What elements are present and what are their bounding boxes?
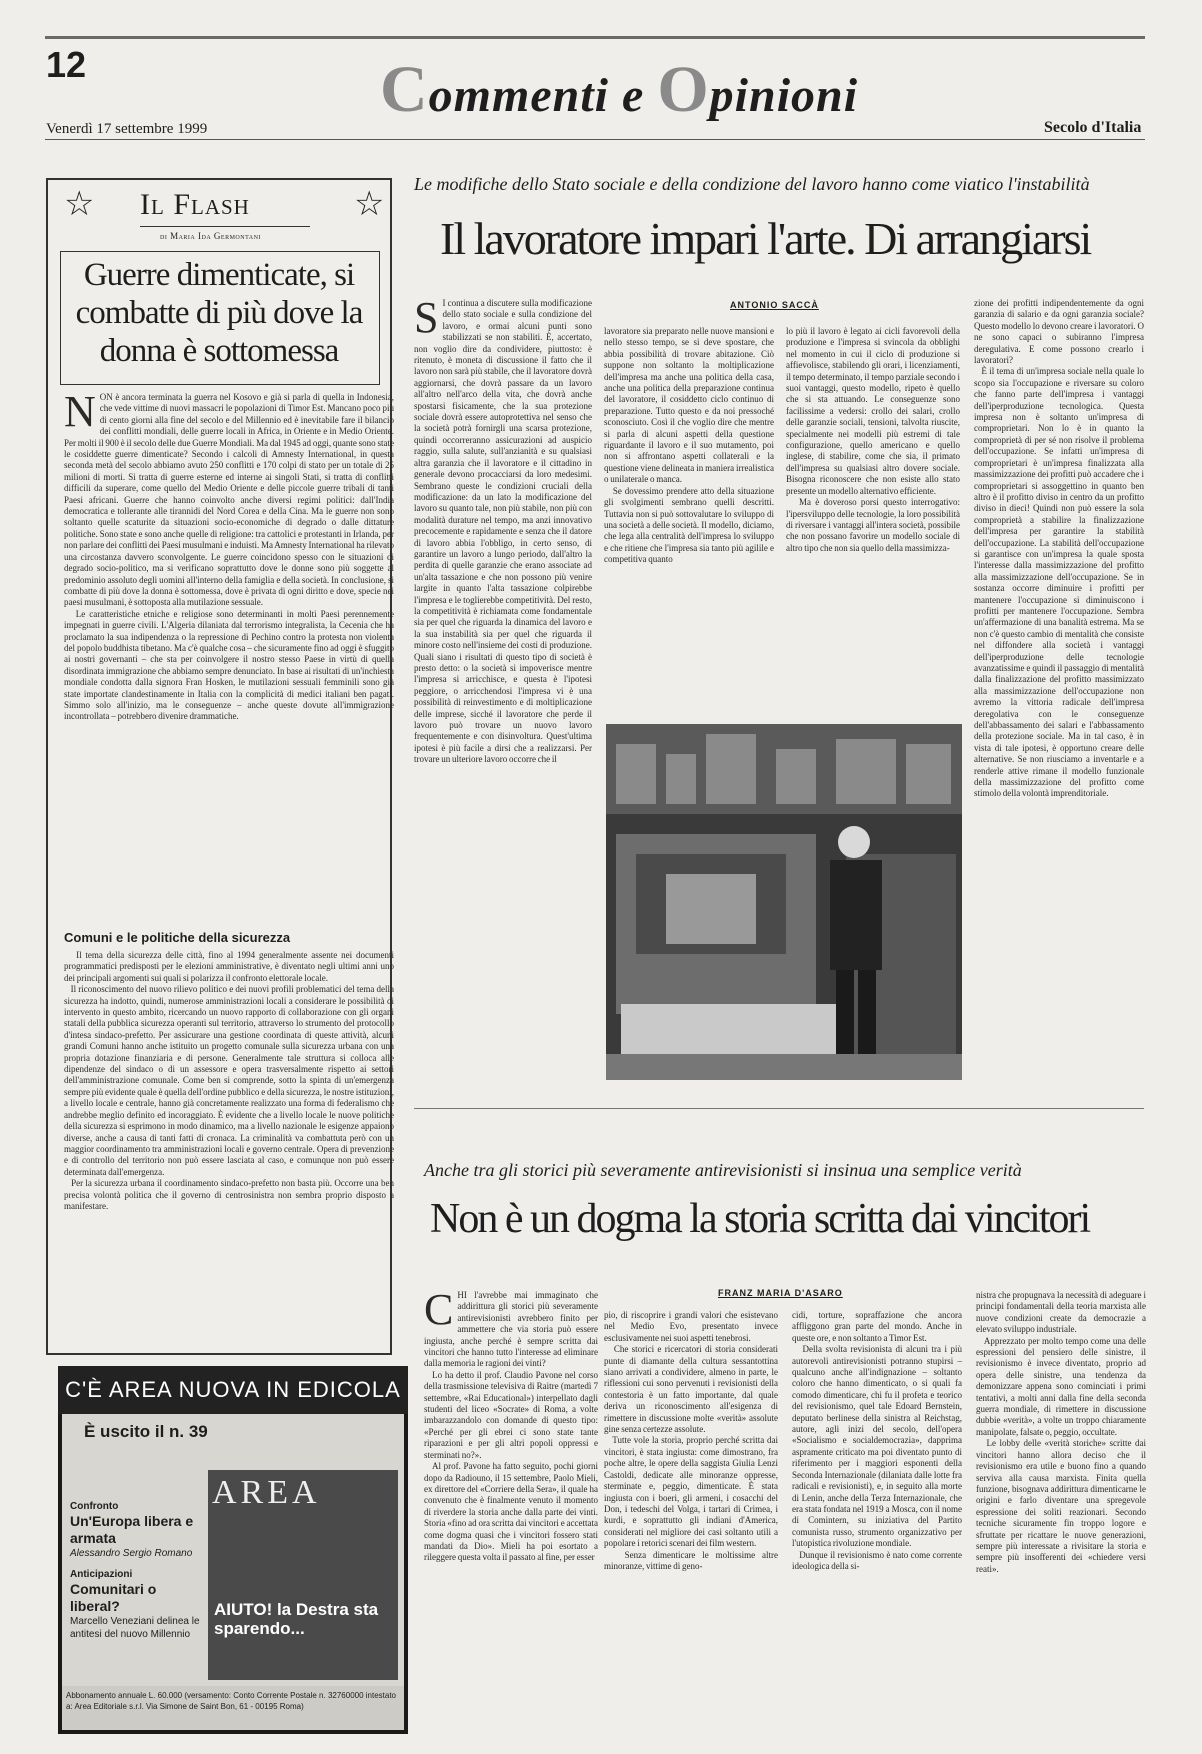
article2-byline: FRANZ MARIA D'ASARO <box>718 1288 843 1298</box>
top-rule <box>45 36 1145 39</box>
article2-col2: pio, di riscoprire i grandi valori che esistevano nel Medio Evo, presentato invece esclusivamente nei suoi aspetti tenebrosi. Che storici e ricercatori di storia considerati punte di diamante della cultura sessantottina siano arrivati a condividere, almeno in parte, le riflessioni cui sono pervenuti i revisionisti della contestoria è un fatto importante, dal quale deriva un riconoscimento all'esigenza di rimettere in discussione molte «verità» assolute gine senza certezze assolute. Tutte vole la storia, proprio perché scritta dai vincitori, è stata ingiusta: come dimostrano, fra poche altre, le opere della saggista Giulia Lenzi Castoldi, dedicate alle minoranze oppresse, sterminate e, peggio, dimenticate. È stata ingiusta con i boeri, gli armeni, i cosacchi del Don, i tedeschi del Volga, i tartari di Crimea, i kurdi, e soprattutto gli indiani d'America, considerati nel migliore dei casi soltanto utili a popolare i retorici scenari dei film western. Senza dimenticare le moltissime altre minoranze, vittime di geno- <box>604 1310 779 1571</box>
section-title: Commenti e Opinioni <box>380 53 859 126</box>
article2-col1: CHI l'avrebbe mai immaginato che addirittura gli storici più severamente antirevisionisti avrebbero finito per ammettere che via storia può essere ingiusta, anche perché è sempre scritta dai vincitori che hanno tutto l'interesse ad eliminare dalla memoria le ragioni dei vinti? Lo ha detto il prof. Claudio Pavone nel corso della trasmissione televisiva di Raitre (martedì 7 settembre, «Rai Educational») interpellato dagli studenti del liceo «Socrate» di Roma, a volte imbarazzandolo con domande di questo tipo: «Perché per gli ebrei ci sono state tante riparazioni e per gli altri popoli oppressi e sterminati no?». Al prof. Pavone ha fatto seguito, pochi giorni dopo da Radiouno, il 15 settembre, Paolo Mieli, ex direttore del «Corriere della Sera», il quale ha convenuto che è finalmente venuto il momento di riverdere la storia anche dalla parte dei vinti. Storia «fino ad ora scritta dai vincitori e accettata come dogma quasi che i vincitori fossero stati mandati da Dio». Mieli ha poi esortato a rileggere questa volta il passato al fine, per esser <box>424 1285 599 1563</box>
flash-subhead: Comuni e le politiche della sicurezza <box>64 930 291 945</box>
page-number: 12 <box>46 44 87 85</box>
flash-body-2: Il tema della sicurezza delle città, fino al 1994 generalmente assente nei documenti programmatici predisposti per le elezioni amministrative, è diventato negli ultimi anni uno dei principali argomenti sui quali si polarizza il confronto elettorale locale. Il riconoscimento del nuovo rilievo politico e dei nuovi profili problematici del tema della sicurezza ha indotto, quindi, numerose amministrazioni locali a considerare le possibilità di intervento in questo ambito, ricercando un nuovo rapporto di collaborazione con gli organi statali della pubblica sicurezza operanti sul territorio, attraverso lo strumento del protocollo d'intesa sindaco-prefetto. Per assicurare una gestione coordinata di queste attività, alcuni grandi Comuni hanno anche istituito un progetto comunale sulla sicurezza urbana con una propria dotazione finanziaria e di persone. Generalmente tale struttura si colloca alle dipendenze del sindaco o di un assessore e opera trasversalmente rispetto ai settori dell'amministrazione comunale. Come ben si comprende, sotto la spinta di un'emergenza sempre più evidente quale è quella dell'ordine pubblico e della sicurezza, le nostre istituzioni, a livello locale e centrale, hanno già concretamente realizzato una forma di federalismo che andrebbe meglio definito ed incoraggiato. È evidente che a livello locale le nuove politiche della sicurezza si esprimono in modo dinamico, ma a livello nazionale le esigenze appaiono diverse, anche a causa di tanti fatti di cronaca. La criminalità va combattuta però con un maggior coordinamento tra amministrazioni locali e governo centrale. Opera di prevenzione e di controllo del territorio non può essere lasciata al caso, e comunque non può essere determinata dall'emergenza. Per la sicurezza urbana il coordinamento sindaco-prefetto non basta più. Occorre una ben precisa volontà politica che il governo di centrosinistra non sembra proprio disposto a manifestare. <box>64 950 394 1211</box>
article1-kicker: Le modifiche dello Stato sociale e della condizione del lavoro hanno come viatico l'instabilità <box>414 174 1090 194</box>
drop-cap: N <box>64 387 96 436</box>
article2-kicker: Anche tra gli storici più severamente antirevisionisti si insinua una semplice verità <box>424 1160 1022 1180</box>
article2-col3: cidi, torture, sopraffazione che ancora affliggono gran parte del mondo. Anche in queste ore, e non soltanto a Timor Est. Della svolta revisionista di alcuni tra i più autorevoli antirevisionisti potranno stupirsi – qualcuno anche all'indignazione – soltanto coloro che hanno dimenticato, o si quali fa comodo dimenticare, chi fu il profeta e teorico del revisionismo, quel tale Edoard Bernstein, deputato berlinese della sinistra al Reichstag, autore, agli inizi del secolo, dell'opera «Socialismo e socialdemocrazia», dapprima aspramente criticato ma poi diventato punto di riferimento per i maggiori esponenti della Seconda Internazionale (dilaniata dalle lotte fra radicali e revisionisti), e, in seguito alla morte di Lenin, anche della Terza Internazionale, che era stata fondata nel 1919 a Mosca, con il nome di Comintern, su iniziativa del Partito comunista russo, strumento organizzativo per l'utopistica rivoluzione mondiale. Dunque il revisionismo è nato come corrente ideologica della si- <box>792 1310 963 1571</box>
article1-col1: S I continua a discutere sulla modificazione dello stato sociale e sulla condizione del lavoro, e ormai alcuni punti sono stabilizzati se non stabiliti. È, accertato, non voglio dire da condividere, piuttosto: è ritenuto, è moneta di discussione il fatto che il lavoro non sarà più stabile, che il lavoratore dovrà aggiornarsi, che dovrà passare da un lavoro all'altro nell'arco della vita, che dovrà anche spostarsi fisicamente, che la sua protezione sociale dovrà essere autoprotettiva nel senso che la società potrà fornirgli una scarsa protezione, quindi occorreranno assicurazioni ad auspicio raggio, sulla salute, sull'anzianità e su qualsiasi altra garanzia che il lavoratore e il cittadino in generale devono procacciarsi da loro medesimi. Sembrano queste le condizioni cruciali della modificazione: da un lato la modificazione del lavoro su quanto tale, non più stabile, non più con modalità durature nel tempo, ma anzi innovativo precocemente e rapidamente e senza che il datore di lavoro abbia l'obbligo, in certo senso, di garantire un lavoro a lungo periodo, dall'altro la perdita di quelle garanzie che erano associate ad un'alta tassazione e che non possono più venire largite in quanto l'alta tassazione colpirebbe l'impresa e le toglierebbe competitività. Del resto, la competitività è richiamata come fondamentale sia per quel che riguarda la dinamica del lavoro e la sua instabilità sia per quel che riguarda il minore costo nell'insieme dei costi di produzione. Quali siano i risultati di questo tipo di società è presto detto: o la società si impoverisce mentre l'impresa si arricchisce, e questa è l'ipotesi peggiore, o arricchendosi l'impresa vi è una possibilità di reinvestimento e di moltiplicazione delle imprese, sicché il lavoratore che perde il lavoro può trovare un nuovo lavoro frequentemente e con disinvoltura. Quest'ultima ipotesi è più facile a dirsi che a realizzarsi. Per trovare un ulteriore lavoro occorre che il <box>414 293 594 765</box>
article1-col3: lo più il lavoro è legato ai cicli favorevoli della produzione e l'impresa si svincola da obblighi nel momento in cui il ciclo di produzione si affievolisce, stabilendo gli orari, i licenziamenti, il tempo determinato, il tempo parziale secondo i suoi vantaggi, questo modello, ripeto è quello che si sta attuando. Le conseguenze sono facilissime a vedersi: crollo dei salari, crollo delle garanzie sociali, tensioni, talvolta riuscite, specialmente nei modelli più estremi di tale configurazione, quello americano e quello inglese, di stabilire, come che sia, il primato dell'impresa su qualsiasi altro dovere sociale. Bisogna riconoscere che non esiste allo stato presente un modello alternativo efficiente. Ma è doveroso porsi questo interrogativo: l'ipersviluppo delle tecnologie, la loro possibilità di riversare i vantaggi all'intera società, possibile che non possano favorire un modello sociale di altro tipo che non sia quello della massimizza- <box>786 326 960 553</box>
article1-col4: zione dei profitti indipendentemente da ogni garanzia di salario e da ogni garanzia sociale? Questo modello lo devono creare i lavoratori. O ne sono capaci o subiranno l'impresa deregulativa. E come possono crearlo i lavoratori? È il tema di un'impresa sociale nella quale lo scopo sia l'occupazione e riversare su coloro che fanno parte dell'impresa i vantaggi dell'iperproduzione tecnologica. Questa impresa non è soltanto un'impresa di comproprietari. Non lo è in quanto la comproprietà di per sé non risolve il problema dell'occupazione. Se infatti un'impresa di comproprietari è un'impresa finalizzata alla massimizzazione dei profitti può accadere che i comproprietari si assoggettino in quanto ben altro è il profitto diviso in centro da un profitto diviso in dieci! Quindi non può essere la sola comproprietà a stabilire la finalizzazione dell'impresa per garantire la stabilità dell'occupazione. La stabilità dell'occupazione si garantisce con un'impresa la quale sposta l'interesse dalla massimizzazione del profitto alla massimizzazione dell'occupazione. Se in sostanza occorre diminuire i profitti per mantenere l'occupazione si diminuiscono i profitti per mantenere l'occupazione. Sembra un'affermazione di una banalità estrema. Ma se non c'è questo cambio di mentalità che consiste nel diffondere alla società i vantaggi dell'iperproduzione delle tecnologie avanzatissime e quindi il passaggio di mentalità dalla finalizzazione del profitto massimizzato alla massimizzazione dell'occupazione non avremo la vittoria radicale dell'impresa deregolativa con le conseguenze dell'abbassamento dei salari e l'abbassamento della protezione sociale. Ma in tal caso, è in vista di tale ipotesi, è opportuno creare delle alternative. Se non riusciamo a inventarle e a renderle attive rimane il modello funzionale della massimizzazione del profitto come stimolo della volontà imprenditoriale. <box>974 298 1144 799</box>
star-icon: ☆ <box>354 186 385 223</box>
header-rule <box>45 139 1145 140</box>
article1-col2: lavoratore sia preparato nelle nuove mansioni e nello stesso tempo, se si deve spostare, che abbia possibilità di trovare abitazione. Ciò suppone non soltanto la moltiplicazione dell'impresa ma anche una politica della casa, anche una politica della preparazione continua del lavoratore, il cosiddetto ciclo continuo di preparazione. Tutto questo e da noi pressoché sconosciuto. Così il che voglio dire che mentre si parla di alcuni aspetti della questione riguardante il lavoro e il suo mutamento, poi non si affrontano aspetti collaterali e la questione viene delineata in maniera irrealistica o unilaterale o manca. Se dovessimo prendere atto della situazione gli svolgimenti sembrano quelli descritti. Tuttavia non si può sottovalutare lo sviluppo di una società a delle società. Il modello, diciamo, che lega alla centralità dell'impresa lo sviluppo e che ritiene che l'impresa sia tanto più agilile e competitiva quanto <box>604 326 775 565</box>
article1-byline: ANTONIO SACCÀ <box>730 300 819 310</box>
article-separator <box>414 1108 1144 1109</box>
ad-issue: È uscito il n. 39 <box>84 1422 208 1441</box>
drop-cap: S <box>414 293 439 342</box>
dateline: Venerdì 17 settembre 1999 <box>46 121 208 137</box>
drop-cap: C <box>424 1285 454 1334</box>
factory-photo <box>606 724 962 1080</box>
flash-headline: Guerre dimenticate, si combatte di più dove la donna è sottomessa <box>75 257 363 369</box>
flash-body: NON è ancora terminata la guerra nel Kosovo e già si parla di quella in Indonesia, che vede vittime di nuovi massacri le popolazioni di Timor Est. Mancano poco più di cento giorni alla fine del secolo e del Millennio ed è inevitabile fare il bilancio dei conflitti mondiali, delle guerre locali in Africa, in Oriente e in Medio Oriente. Per molti il 900 è il secolo delle due Guerre Mondiali. Ma dal 1945 ad oggi, quante sono state le cosiddette guerre dimenticate? Secondo i calcoli di Amnesty International, in questa seconda metà del secolo abbiamo avuto 250 conflitti e 170 colpi di stato per un totale di 25 milioni di morti. Si tratta di guerre esterne ed interne ai singoli Stati, si tratta di conflitti difficili da superare, come quello del Medio Oriente e delle piccole guerre tribali di tanti Paesi africani. Guerre che hanno coinvolto anche diversi regimi politici: dall'India democratica e tollerante alle tirannidi del Nord Corea e della Cina. Ma le guerre non sono soltanto quelle scaturite da situazioni socio-economiche di degrado o dalle dittature politiche. Sono state e sono anche quelle di religione: tra cattolici e protestanti in Irlanda, per non parlare dei conflitti dei Paesi musulmani e induisti. Ma Amnesty International ha rilevato una circostanza davvero sconvolgente. Le guerre coincidono spesso con le situazioni di degrado socio-politico, ma si verificano soprattutto dove le donne sono più soggette al predominio assoluto degli uomini all'interno della famiglia e della società. In conclusione, si combatte di più dove la donna è sottomessa, dove è privata di ogni diritto e dove, specie nei paesi musulmani, è sottoposta alla mutilazione sessuale. Le caratteristiche etniche e religiose sono determinanti in molti Paesi perennemente impegnati in guerre civili. L'Algeria dilaniata dal terrorismo integralista, la Cecenia che ha proclamato la sua indipendenza o la repressione di Pechino contro la protesta non violenta del popolo buddhista tibetano. Ma c'è qualche cosa – che sicuramente fino ad oggi è sfuggito ai nostri governanti – che sta per coinvolgere il nostro stesso Paese in virtù di quella disordinata immigrazione che abbiamo sempre denunciato. In base ai risultati di un'inchiesta mondiale condotta dalla signora Fran Hosken, le mutilazioni sessuali femminili sono già state importate clandestinamente in Italia con la complicità di medici italiani ben pagati. Simmo solo all'inizio, ma le conseguenze – anche queste dovute all'immigrazione incontrollata – potrebbero divenire drammatiche. <box>64 387 394 722</box>
ad-banner: C'È AREA NUOVA IN EDICOLA <box>58 1366 408 1414</box>
article2-col4: nistra che propugnava la necessità di adeguare i principi fondamentali della teoria marxista alle nuove condizioni create da democrazie a elevato sviluppo industriale. Apprezzato per molto tempo come una delle espressioni del pensiero delle sinistre, il revisionismo è invece diventato, proprio ad opera delle sinistre, una tendenza da demonizzare appena sono cominciati i primi tentativi, a molti anni dalla fine della seconda guerra mondiale, di rimettere in discussione dubbie «verità», a volte un troppo chiaramente manipolate, falsate o, peggio, occultate. Le lobby delle «verità storiche» scritte dai vincitori hanno allora deciso che il revisionismo era utile e buono fino a quando serviva alla causa marxista. Finita quella funzione, bisognava addirittura dimenticarne le origini e farlo diventare una spregevole espressione dei soliti reazionari. Secondo tecniche sicuramente fin troppo logore e sfruttate per ricattare le nuove generazioni, sempre più interessate a rivisitare la storia e sempre più insofferenti dei «chiedere versi reati». <box>976 1290 1146 1574</box>
star-icon: ☆ <box>64 186 95 223</box>
section-initial-c: C <box>380 53 429 126</box>
flash-title-rule <box>140 226 310 227</box>
flash-author: di Maria Ida Germontani <box>160 231 261 241</box>
newspaper-name: Secolo d'Italia <box>1044 119 1142 136</box>
article2-headline: Non è un dogma la storia scritta dai vincitori <box>430 1196 1090 1242</box>
flash-title: Il Flash <box>140 188 250 221</box>
magazine-title: AREA <box>212 1474 321 1511</box>
section-initial-o: O <box>657 53 710 126</box>
cover-text: AIUTO! la Destra sta sparendo... <box>214 1600 379 1638</box>
ad-footer: Abbonamento annuale L. 60.000 (versamento: Conto Corrente Postale n. 32760000 intestato a: Area Editoriale s.r.l. Via Simone de Saint Bon, 61 - 00195 Roma) <box>62 1686 404 1730</box>
article1-headline: Il lavoratore impari l'arte. Di arrangiarsi <box>440 213 1091 264</box>
ad-contents: Confronto Un'Europa libera e armata Alessandro Sergio Romano Anticipazioni Comunitari o liberal? Marcello Veneziani delinea le antitesi del nuovo Millennio <box>70 1501 200 1640</box>
